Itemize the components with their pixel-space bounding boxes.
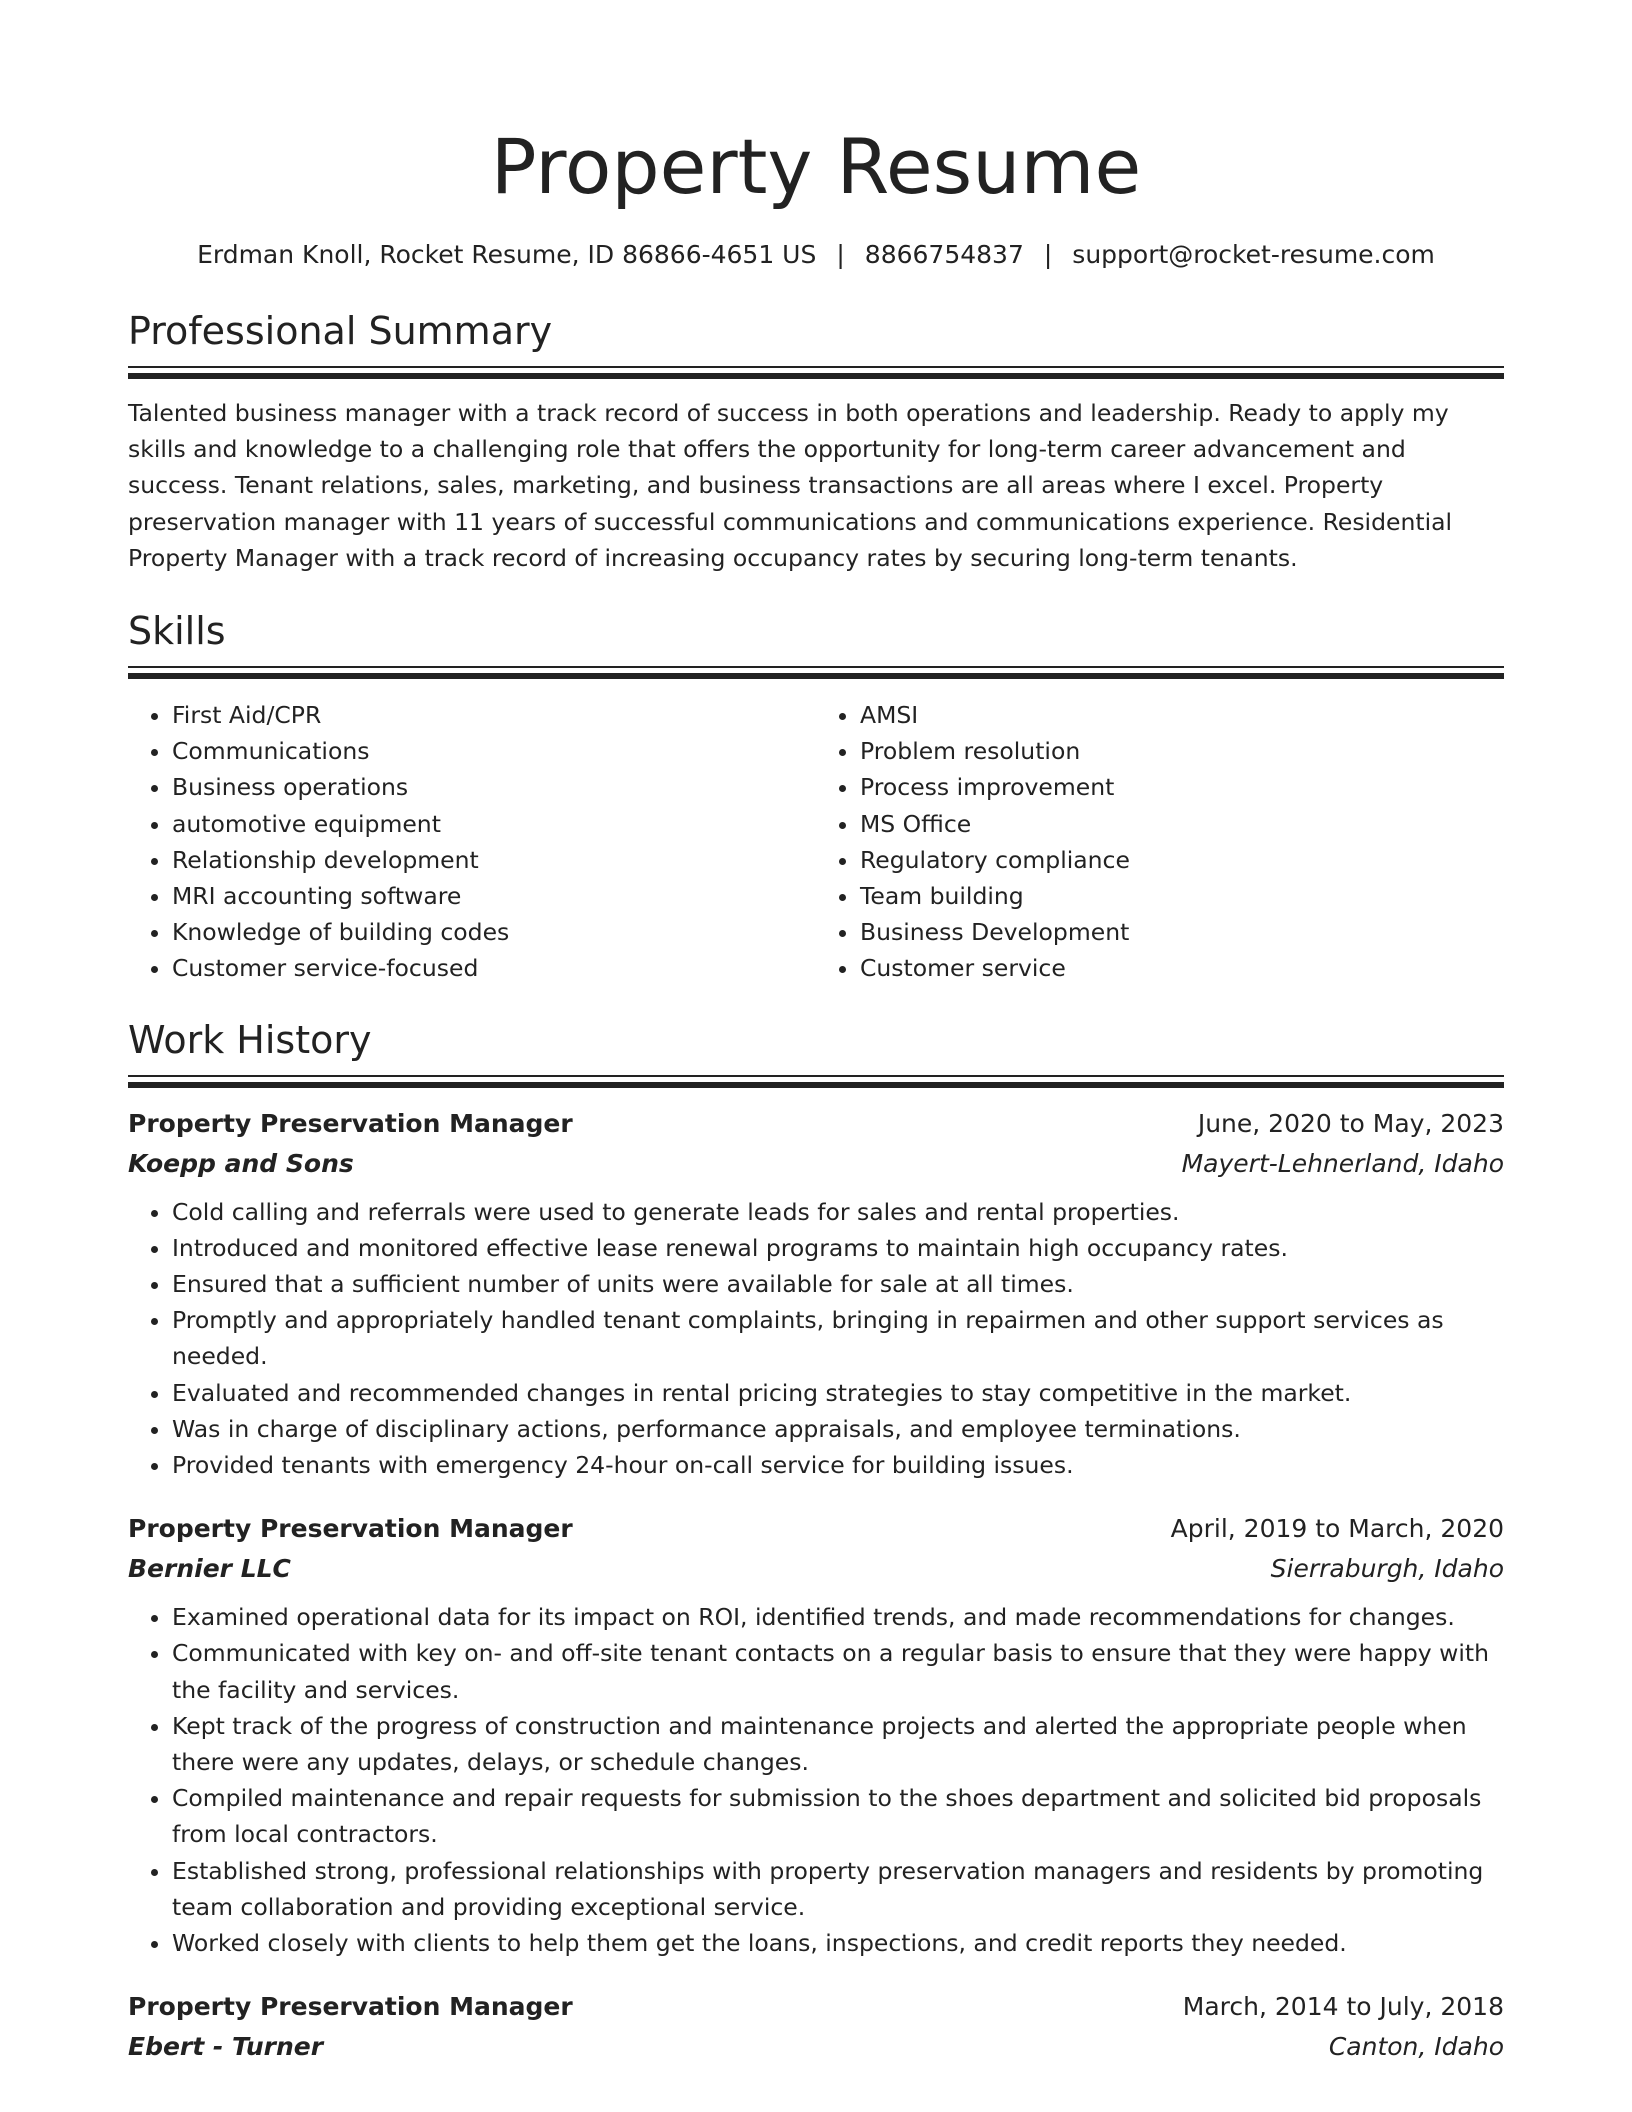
skill-item: • First Aid/CPR [172, 697, 816, 733]
job-bullet: • Ensured that a sufficient number of units were available for sale at all times. [172, 1266, 1504, 1302]
skills-heading: Skills [128, 609, 226, 654]
skill-item: • Problem resolution [860, 733, 1504, 769]
skill-item: • Business Development [860, 914, 1504, 950]
job-bullet: • Examined operational data for its impact on ROI, identified trends, and made recommendations for changes. [172, 1599, 1504, 1635]
contact-separator: | [1043, 240, 1053, 269]
job-location: Canton, Idaho [1328, 2032, 1504, 2062]
skill-item: • Communications [172, 733, 816, 769]
job-bullet: • Promptly and appropriately handled tenant complaints, bringing in repairmen and other support services as needed. [172, 1302, 1504, 1374]
job-bullet: • Was in charge of disciplinary actions, performance appraisals, and employee terminations. [172, 1411, 1504, 1447]
skill-item: • Customer service [860, 950, 1504, 986]
skill-item: • MS Office [860, 806, 1504, 842]
job-bullet: • Cold calling and referrals were used to generate leads for sales and rental properties. [172, 1194, 1504, 1230]
job-bullet: • Evaluated and recommended changes in rental pricing strategies to stay competitive in the market. [172, 1375, 1504, 1411]
job-location: Mayert-Lehnerland, Idaho [1181, 1148, 1504, 1178]
skill-item: • Team building [860, 878, 1504, 914]
job-location: Sierraburgh, Idaho [1270, 1554, 1504, 1584]
job-bullet: • Provided tenants with emergency 24-hour on-call service for building issues. [172, 1447, 1504, 1483]
job-entry [128, 1987, 1504, 2067]
job-dates: April, 2019 to March, 2020 [1170, 1514, 1504, 1544]
job-company: Ebert - Turner [128, 2032, 324, 2062]
summary-text: Talented business manager with a track record of success in both operations and leadership. Ready to apply my skills and knowledge to a challenging role that offers the opportunity for long-term career advancement and success. Tenant relations, sales, marketing, and business transactions are all areas where I excel. Property preservation manager with 11 years of successful communications and communications experience. Residential Property Manager with a track record of increasing occupancy rates by securing long-term tenants. [128, 399, 1453, 572]
contact-line [128, 238, 1504, 272]
job-bullets [128, 1599, 1504, 1961]
skill-item: • Business operations [172, 769, 816, 805]
skill-item: • Knowledge of building codes [172, 914, 816, 950]
contact-phone: 8866754837 [864, 240, 1024, 269]
job-title: Property Preservation Manager [128, 1108, 573, 1138]
work-history-section [128, 1017, 1504, 2068]
skills-list-left [128, 697, 816, 987]
job-bullet: • Kept track of the progress of construction and maintenance projects and alerted the appropriate people when there were any updates, delays, or schedule changes. [172, 1708, 1504, 1780]
job-entry [128, 1104, 1504, 1484]
skill-item: • automotive equipment [172, 806, 816, 842]
resume-title: Property Resume [490, 122, 1142, 211]
section-divider [128, 666, 1504, 679]
contact-email: support@rocket-resume.com [1072, 240, 1435, 269]
job-title: Property Preservation Manager [128, 1514, 573, 1544]
skill-item: • Customer service-focused [172, 950, 816, 986]
skill-item: • AMSI [860, 697, 1504, 733]
job-bullet: • Compiled maintenance and repair requests for submission to the shoes department and solicited bid proposals from local contractors. [172, 1780, 1504, 1852]
job-bullet: • Introduced and monitored effective lease renewal programs to maintain high occupancy rates. [172, 1230, 1504, 1266]
job-bullet: • Worked closely with clients to help them get the loans, inspections, and credit reports they needed. [172, 1925, 1504, 1961]
skill-item: • MRI accounting software [172, 878, 816, 914]
job-title: Property Preservation Manager [128, 1992, 573, 2022]
contact-separator: | [836, 240, 845, 269]
skill-item: • Process improvement [860, 769, 1504, 805]
job-company: Koepp and Sons [128, 1148, 354, 1178]
job-bullet: • Established strong, professional relationships with property preservation managers and residents by promoting team collaboration and providing exceptional service. [172, 1853, 1504, 1925]
job-bullets [128, 1194, 1504, 1484]
skill-item: • Relationship development [172, 842, 816, 878]
summary-section [128, 308, 1504, 576]
section-divider [128, 366, 1504, 379]
skill-item: • Regulatory compliance [860, 842, 1504, 878]
skills-list-right [816, 697, 1504, 987]
summary-heading: Professional Summary [128, 309, 553, 353]
skills-section [128, 608, 1504, 987]
job-bullet: • Communicated with key on- and off-site tenant contacts on a regular basis to ensure that they were happy with the facility and services. [172, 1635, 1504, 1707]
contact-address: Erdman Knoll, Rocket Resume, ID 86866-4651 US [197, 240, 817, 269]
skills-columns [128, 697, 1504, 987]
job-dates: June, 2020 to May, 2023 [1197, 1108, 1504, 1138]
section-divider [128, 1075, 1504, 1088]
work-history-heading: Work History [128, 1017, 372, 1062]
job-entry [128, 1509, 1504, 1961]
job-dates: March, 2014 to July, 2018 [1182, 1992, 1504, 2022]
job-company: Bernier LLC [128, 1554, 291, 1584]
